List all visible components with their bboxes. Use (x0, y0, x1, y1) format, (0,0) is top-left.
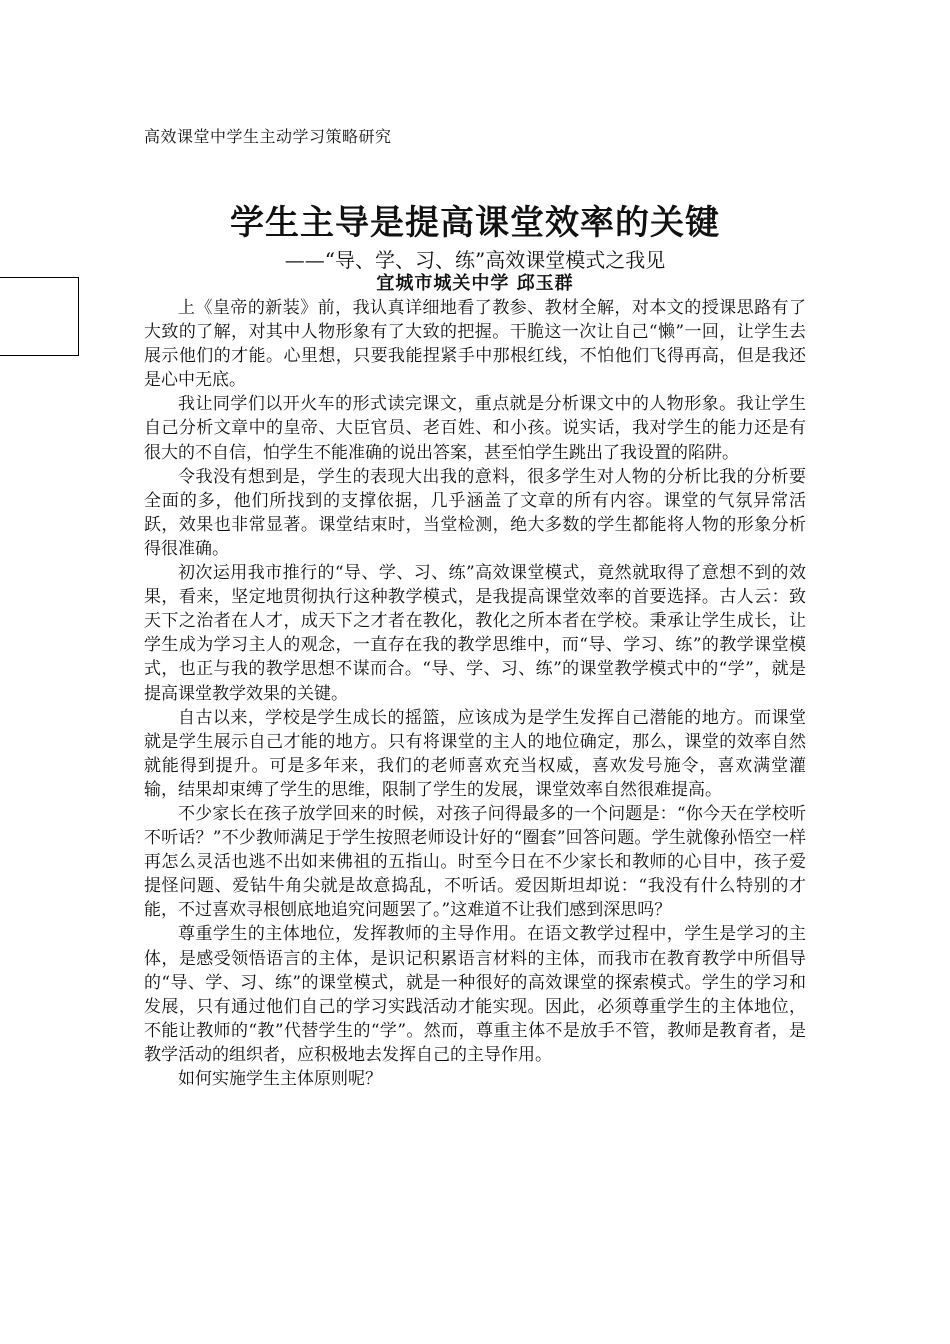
running-header: 高效课堂中学生主动学习策略研究 (144, 127, 392, 146)
paragraph: 如何实施学生主体原则呢？ (178, 1069, 382, 1089)
paragraph: 上《皇帝的新装》前，我认真详细地看了教参、教材全解，对本文的授课思路有了大致的了解，对其中人物形象有了大致的把握。干脆这一次让自己“懒”一回，让学生去展示他们的才能。心里想，只要我能捏紧手中那根红线，不怕他们飞得再高，但是我还是心中无底。 (144, 298, 806, 391)
paragraph: 不少家长在孩子放学回来的时候，对孩子问得最多的一个问题是：“你今天在学校听不听话？”不少教师满足于学生按照老师设计好的“圈套”回答问题。学生就像孙悟空一样再怎么灵活也逃不出如来佛祖的五指山。时至今日在不少家长和教师的心目中，孩子爱提怪问题、爱钻牛角尖就是故意捣乱，不听话。爱因斯坦却说：“我没有什么特别的才能，不过喜欢寻根刨底地追究问题罢了。”这难道不让我们感到深思吗？ (144, 803, 806, 921)
article-author: 宜城市城关中学 邱玉群 (376, 273, 574, 294)
article-body (144, 296, 806, 1091)
paragraph: 初次运用我市推行的“导、学、习、练”高效课堂模式，竟然就取得了意想不到的效果，看来，坚定地贯彻执行这种教学模式，是我提高课堂效率的首要选择。古人云：致天下之治者在人才，成天下之才者在教化，教化之所本者在学校。秉承让学生成长，让学生成为学习主人的观念，一直存在我的教学思维中，而“导、学习、练”的教学课堂模式，也正与我的教学思想不谋而合。“导、学、习、练”的课堂教学模式中的“学”，就是提高课堂教学效果的关键。 (144, 563, 806, 704)
article-title: 学生主导是提高课堂效率的关键 (230, 203, 720, 243)
article-subtitle: ——“导、学、习、练”高效课堂模式之我见 (284, 248, 666, 272)
paragraph: 我让同学们以开火车的形式读完课文，重点就是分析课文中的人物形象。我让学生自己分析文章中的皇帝、大臣官员、老百姓、和小孩。说实话，我对学生的能力还是有很大的不自信，怕学生不能准确的说出答案，甚至怕学生跳出了我设置的陷阱。 (144, 394, 806, 463)
margin-box (0, 277, 79, 356)
paragraph: 尊重学生的主体地位，发挥教师的主导作用。在语文教学过程中，学生是学习的主体，是感受领悟语言的主体，是识记积累语言材料的主体，而我市在教育教学中所倡导的“导、学、习、练”的课堂模式，就是一种很好的高效课堂的探索模式。学生的学习和发展，只有通过他们自己的学习实践活动才能实现。因此，必须尊重学生的主体地位，不能让教师的“教”代替学生的“学”。然而，尊重主体不是放手不管，教师是教育者，是教学活动的组织者，应积极地去发挥自己的主导作用。 (144, 924, 806, 1065)
paragraph: 令我没有想到是，学生的表现大出我的意料，很多学生对人物的分析比我的分析要全面的多，他们所找到的支撑依据，几乎涵盖了文章的所有内容。课堂的气氛异常活跃，效果也非常显著。课堂结束时，当堂检测，绝大多数的学生都能将人物的形象分析得很准确。 (144, 466, 806, 559)
paragraph: 自古以来，学校是学生成长的摇篮，应该成为是学生发挥自己潜能的地方。而课堂就是学生展示自己才能的地方。只有将课堂的主人的地位确定，那么，课堂的效率自然就能得到提升。可是多年来，我们的老师喜欢充当权威，喜欢发号施令，喜欢满堂灌输，结果却束缚了学生的思维，限制了学生的发展，课堂效率自然很难提高。 (144, 707, 806, 800)
